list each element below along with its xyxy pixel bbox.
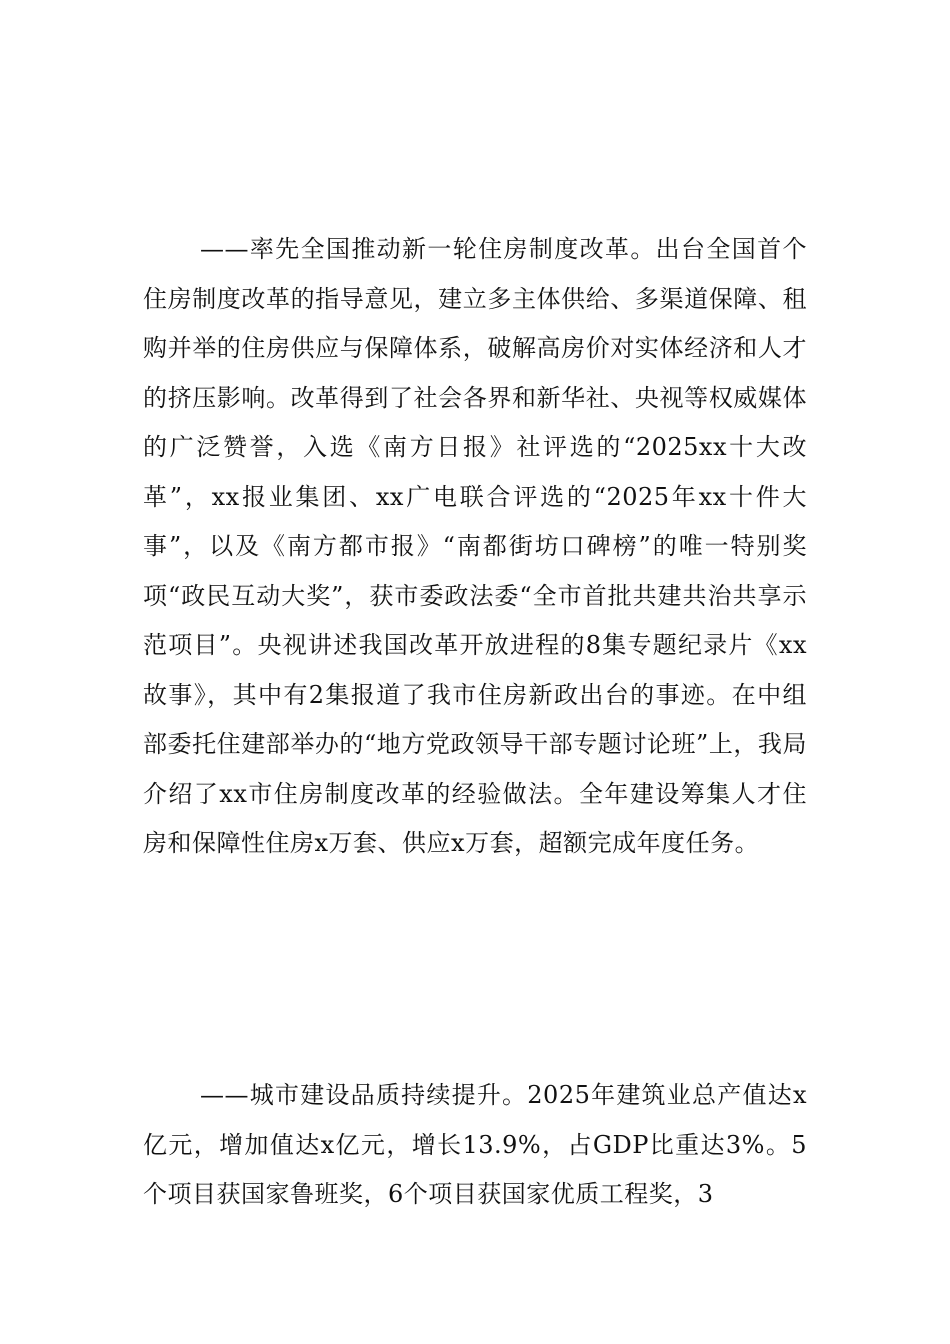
paragraph-housing-reform: ——率先全国推动新一轮住房制度改革。出台全国首个住房制度改革的指导意见，建立多主体供给、多渠道保障、租购并举的住房供应与保障体系，破解高房价对实体经济和人才的挤压影响。改革得到了社会各界和新华社、央视等权威媒体的广泛赞誉，入选《南方日报》社评选的“2025xx十大改革”，xx报业集团、xx广电联合评选的“2025年xx十件大事”，以及《南方都市报》“南都街坊口碑榜”的唯一特别奖项“政民互动大奖”，获市委政法委“全市首批共建共治共享示范项目”。央视讲述我国改革开放进程的8集专题纪录片《xx故事》，其中有2集报道了我市住房新政出台的事迹。在中组部委托住建部举办的“地方党政领导干部专题讨论班”上，我局介绍了xx市住房制度改革的经验做法。全年建设筹集人才住房和保障性住房x万套、供应x万套，超额完成年度任务。: [143, 235, 807, 857]
paragraph-urban-construction: ——城市建设品质持续提升。2025年建筑业总产值达x亿元，增加值达x亿元，增长13.9%，占GDP比重达3%。5个项目获国家鲁班奖，6个项目获国家优质工程奖，3: [143, 1081, 807, 1208]
